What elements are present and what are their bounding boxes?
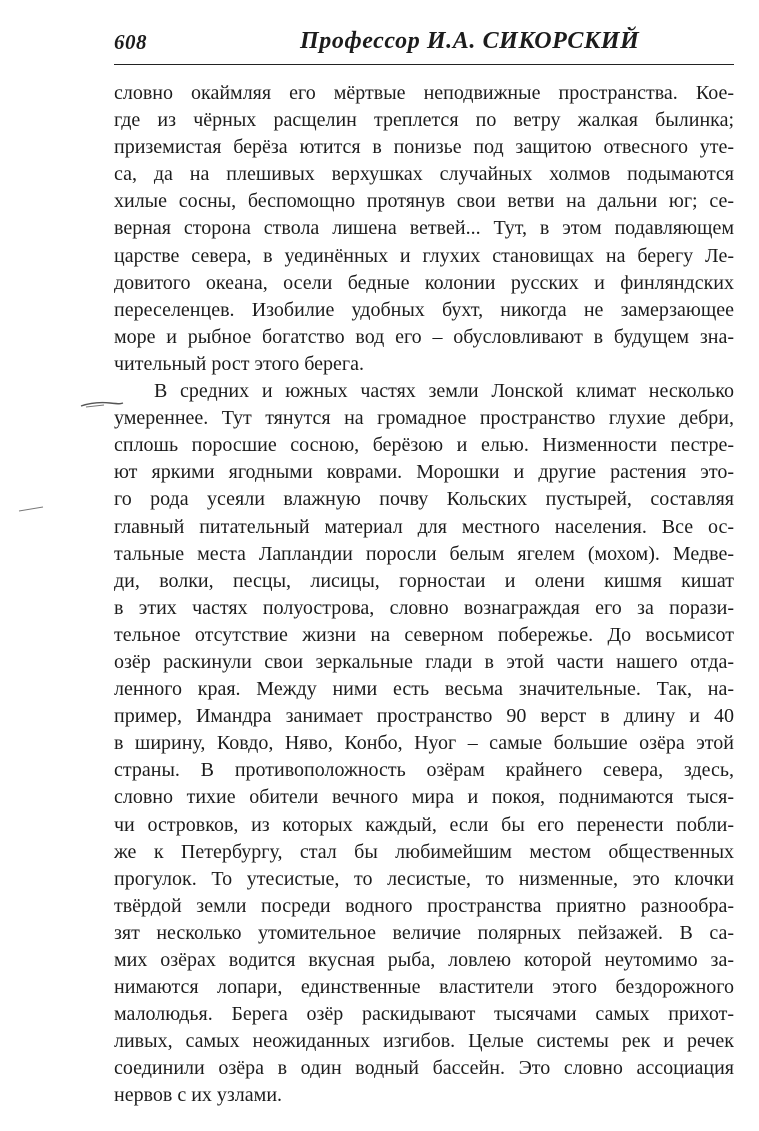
body-text bbox=[114, 80, 734, 1110]
text-line: море и рыбное богатство вод его – обусловливают в будущем зна- bbox=[114, 325, 734, 348]
text-line: приземистая берёза ютится в понизье под защитою отвесного уте- bbox=[114, 136, 734, 159]
text-line: ют яркими ягодными коврами. Морошки и другие растения это- bbox=[114, 461, 734, 484]
text-line: зят несколько утомительное величие полярных пейзажей. В са- bbox=[114, 921, 734, 944]
text-line: хилые сосны, беспомощно протянув свои ветви на дальни юг; се- bbox=[114, 190, 734, 213]
text-line: царстве севера, в уединённых и глухих становищах на берегу Ле- bbox=[114, 244, 734, 267]
text-line: же к Петербургу, стал бы любимейшим местом общественных bbox=[114, 840, 734, 863]
text-line: довитого океана, осели бедные колонии русских и финляндских bbox=[114, 271, 734, 294]
text-line: го рода усеяли влажную почву Кольских пустырей, составляя bbox=[114, 488, 734, 511]
text-line: тальные места Лапландии поросли белым ягелем (мохом). Медве- bbox=[114, 542, 734, 565]
text-line: в этих частях полуострова, словно вознаграждая его за порази- bbox=[114, 596, 734, 619]
text-line: ливых, самых неожиданных изгибов. Целые системы рек и речек bbox=[114, 1030, 734, 1053]
text-line: главный питательный материал для местного населения. Все ос- bbox=[114, 515, 734, 538]
text-line: малолюдья. Берега озёр раскидывают тысячами самых прихот- bbox=[114, 1003, 734, 1026]
text-line: нервов с их узлами. bbox=[114, 1084, 283, 1107]
text-line: озёр раскинули свои зеркальные глади в этой части нашего отда- bbox=[114, 650, 734, 673]
text-line: ленного края. Между ними есть весьма значительные. Так, на- bbox=[114, 678, 734, 701]
text-line: переселенцев. Изобилие удобных бухт, никогда не замерзающее bbox=[114, 298, 734, 321]
text-line: нимаются лопари, единственные властители этого бездорожного bbox=[114, 976, 734, 999]
text-line: где из чёрных расщелин треплется по ветру жалкая былинка; bbox=[114, 109, 734, 132]
margin-dash-mark bbox=[18, 505, 44, 513]
text-line: ди, волки, песцы, лисицы, горностаи и олени кишмя кишат bbox=[114, 569, 734, 592]
text-line: словно тихие обители вечного мира и покоя, поднимаются тыся- bbox=[114, 786, 734, 809]
text-line: тельное отсутствие жизни на северном побережье. До восьмисот bbox=[114, 623, 734, 646]
text-line: чительный рост этого берега. bbox=[114, 352, 364, 375]
text-line: чи островков, из которых каждый, если бы его перенести побли- bbox=[114, 813, 734, 836]
running-title: Профессор И.А. СИКОРСКИЙ bbox=[300, 28, 640, 54]
text-line: прогулок. То утесистые, то лесистые, то низменные, это клочки bbox=[114, 867, 734, 890]
text-line: твёрдой земли посреди водного пространства приятно разнообра- bbox=[114, 894, 734, 917]
text-line: В средних и южных частях земли Лонской климат несколько bbox=[154, 380, 734, 403]
page-number: 608 bbox=[114, 30, 147, 54]
header-rule bbox=[114, 64, 734, 65]
text-line: мих озёрах водится вкусная рыба, ловлею которой неутомимо за- bbox=[114, 949, 734, 971]
text-line: словно окаймляя его мёртвые неподвижные пространства. Кое- bbox=[114, 82, 734, 104]
text-line: страны. В противоположность озёрам крайнего севера, здесь, bbox=[114, 759, 734, 782]
text-line: са, да на плешивых верхушках случайных холмов подымаются bbox=[114, 163, 734, 186]
text-line: пример, Имандра занимает пространство 90 верст в длину и 40 bbox=[114, 705, 734, 728]
running-head bbox=[114, 26, 734, 60]
text-line: в ширину, Ковдо, Нявo, Конбо, Нуог – самые большие озёра этой bbox=[114, 732, 734, 755]
paragraph-1 bbox=[114, 80, 734, 378]
text-line: умереннее. Тут тянутся на громадное пространство глухие дебри, bbox=[114, 407, 734, 430]
text-line: сплошь поросшие сосною, берёзою и елью. Низменности пестре- bbox=[114, 434, 734, 457]
text-line: соединили озёра в один водный бассейн. Это словно ассоциация bbox=[114, 1057, 734, 1080]
paragraph-2 bbox=[114, 378, 734, 1110]
text-line: верная сторона ствола лишена ветвей... Тут, в этом подавляющем bbox=[114, 217, 734, 240]
